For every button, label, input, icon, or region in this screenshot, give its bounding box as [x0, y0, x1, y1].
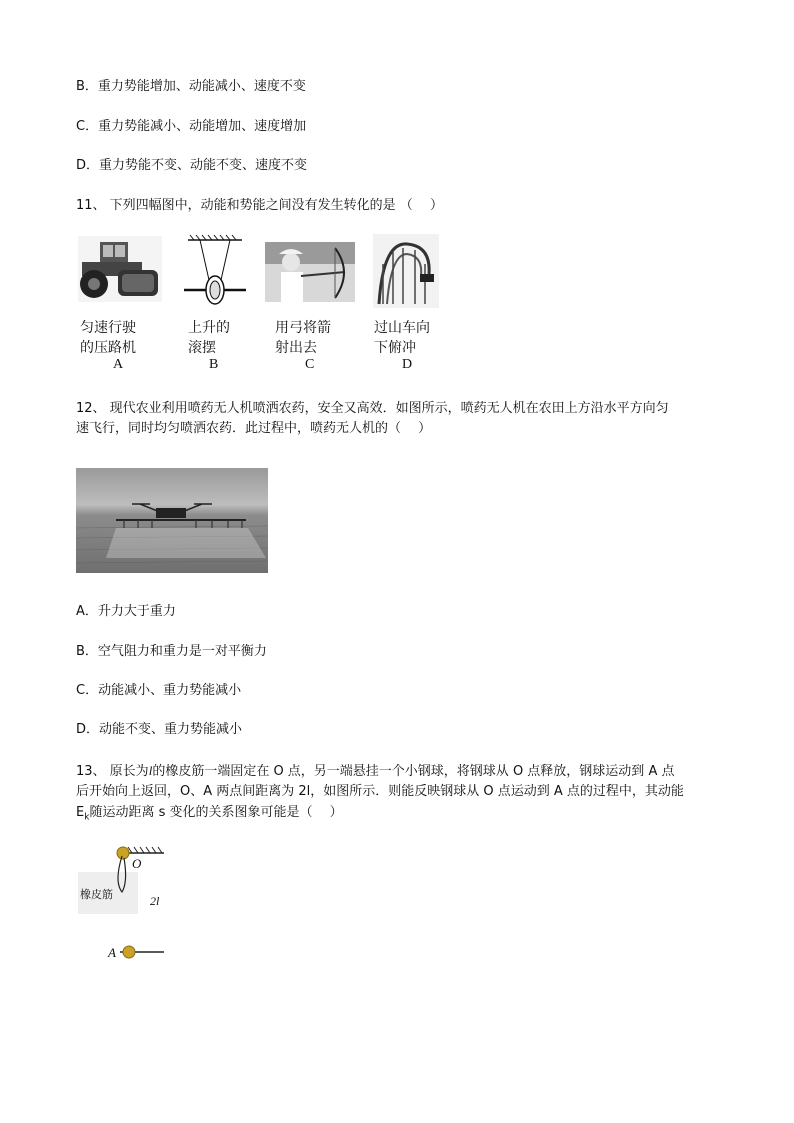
q12-option-d: D．动能不变、重力势能减小: [76, 722, 243, 737]
figure-a-letter: A: [113, 357, 124, 372]
label-2l: 2l: [150, 894, 160, 908]
figure-d-letter: D: [402, 357, 413, 372]
q11-stem: 11、 下列四幅图中，动能和势能之间没有发生转化的是 （ ）: [76, 198, 443, 213]
figure-c-caption: 用弓将箭 射出去: [275, 320, 331, 356]
q12-stem-line2: 速飞行，同时均匀喷洒农药．此过程中，喷药无人机的（ ）: [76, 421, 432, 436]
figure-c-letter: C: [305, 357, 315, 372]
figure-b-caption: 上升的 滚摆: [188, 320, 230, 356]
archer-image: [265, 242, 355, 302]
q10-option-d: D．重力势能不变、动能不变、速度不变: [76, 158, 308, 173]
q13-stem-line1: 13、 原长为l的橡皮筋一端固定在 O 点，另一端悬挂一个小钢球，将钢球从 O 点释放，钢球运动到 A 点: [76, 763, 675, 779]
q10-option-c: C．重力势能减小、动能增加、速度增加: [76, 119, 307, 134]
q10-option-b: B．重力势能增加、动能减小、速度不变: [76, 79, 306, 94]
roller-coaster-image: [373, 234, 439, 308]
q13-stem-line3: $E_k$随运动距离 s 变化的关系图象可能是（ ）: [76, 805, 343, 823]
q12-option-b: B．空气阻力和重力是一对平衡力: [76, 644, 267, 659]
spray-drone-image: [76, 468, 268, 573]
rubber-band-diagram: [78, 842, 178, 966]
q13-stem-line2: 后开始向上返回，O、A 两点间距离为 2l，如图所示．则能反映钢球从 O 点运动到 A 点的过程中，其动能: [76, 784, 684, 799]
road-roller-image: [78, 236, 162, 302]
figure-d-caption: 过山车向 下俯冲: [374, 320, 430, 356]
q12-option-c: C．动能减小、重力势能减小: [76, 683, 242, 698]
q12-option-a: A．升力大于重力: [76, 604, 176, 619]
figure-b-letter: B: [209, 357, 219, 372]
rolling-pendulum-image: [180, 234, 250, 306]
label-a: A: [108, 945, 116, 960]
figure-a-caption: 匀速行驶 的压路机: [80, 320, 136, 356]
q12-stem-line1: 12、 现代农业利用喷药无人机喷洒农药，安全又高效．如图所示，喷药无人机在农田上方沿水平方向匀: [76, 401, 669, 416]
label-rubber-band: 橡皮筋: [80, 888, 113, 901]
label-o: O: [132, 856, 142, 871]
